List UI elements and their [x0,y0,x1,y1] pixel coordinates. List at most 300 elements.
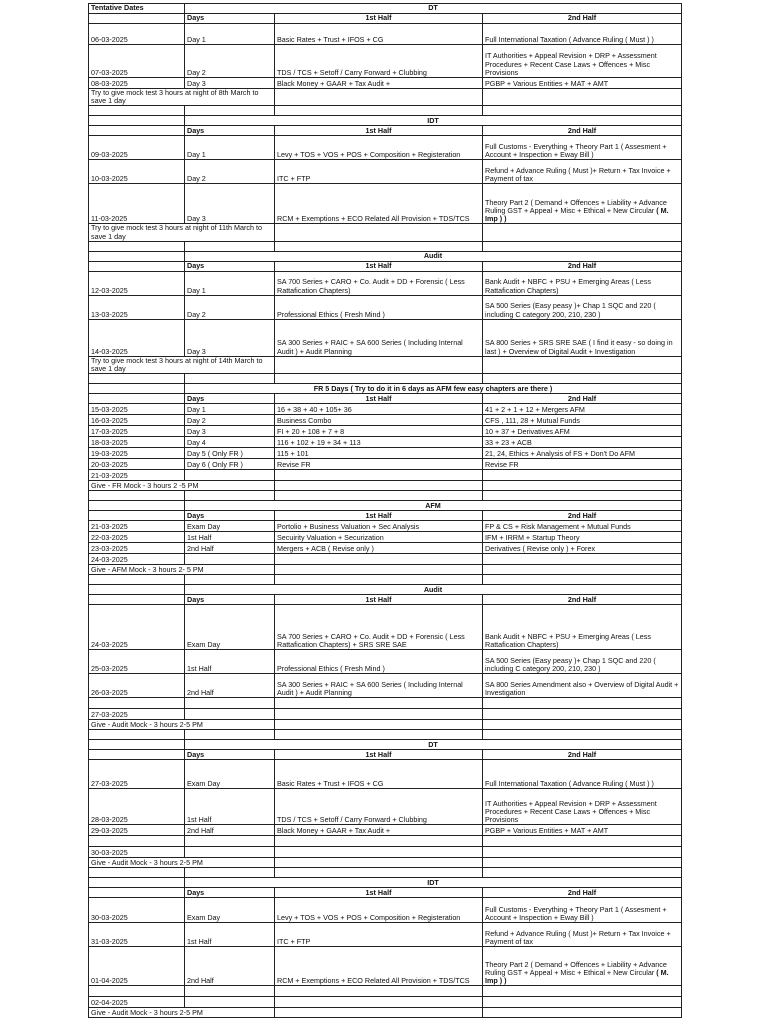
note-blank [275,720,483,730]
first-half-cell: SA 700 Series + CARO + Co. Audit + DD + Forensic ( Less Rattafication Chapters) [275,271,483,295]
date-cell: 06-03-2025 [89,24,185,45]
date-cell: 16-03-2025 [89,415,185,426]
tentative-dates-label: Tentative Dates [89,4,185,14]
table-row [89,404,682,415]
section-title-row [89,251,682,261]
blank-cell [89,374,185,384]
second-half-cell: Refund + Advance Ruling ( Must )+ Return + Tax Invoice + Payment of tax [483,160,682,184]
day-cell: 1st Half [185,650,275,674]
second-half-cell: 21, 24, Ethics + Analysis of FS + Don't Do AFM [483,448,682,459]
day-cell: Exam Day [185,760,275,789]
first-half-cell: RCM + Exemptions + ECO Related All Provision + TDS/TCS [275,184,483,224]
spacer-row [89,491,682,501]
day-cell: Day 2 [185,160,275,184]
tentative-dates-label [89,251,185,261]
blank-cell [89,575,185,585]
date-cell: 28-03-2025 [89,789,185,825]
date-cell: 09-03-2025 [89,136,185,160]
table-row [89,698,682,709]
date-cell: 27-03-2025 [89,709,185,720]
table-row [89,45,682,78]
second-half-cell: 41 + 2 + 1 + 12 + Mergers AFM [483,404,682,415]
date-cell: 24-03-2025 [89,554,185,565]
second-half-cell: Full Customs - Everything + Theory Part 1 ( Assesment + Account + Inspection + Eway Bill ) [483,136,682,160]
second-half-cell: Refund + Advance Ruling ( Must )+ Return + Tax Invoice + Payment of tax [483,923,682,947]
first-half-cell: Mergers + ACB ( Revise only ) [275,543,483,554]
column-header-row [89,261,682,271]
blank-cell [275,241,483,251]
mock-test-note-row [89,356,682,373]
second-half-cell [483,709,682,720]
second-half-cell: SA 800 Series + SRS SRE SAE ( I find it easy - so doing in last ) + Overview of Digital Audit + Investigation [483,319,682,356]
table-row [89,160,682,184]
date-header-blank [89,511,185,521]
date-header-blank [89,394,185,404]
date-header-blank [89,261,185,271]
blank-cell [483,491,682,501]
second-half-cell: Full International Taxation ( Advance Ruling ( Must ) ) [483,24,682,45]
second-half-cell: 33 + 23 + ACB [483,437,682,448]
table-row [89,448,682,459]
date-header-blank [89,14,185,24]
blank-cell [483,374,682,384]
schedule-table [88,3,682,1018]
day-cell: Day 1 [185,24,275,45]
table-row [89,825,682,836]
date-cell: 24-03-2025 [89,605,185,650]
first-half-cell: TDS / TCS + Setoff / Carry Forward + Clubbing [275,789,483,825]
day-cell: Day 1 [185,271,275,295]
first-half-cell [275,847,483,858]
day-cell: 2nd Half [185,543,275,554]
mock-test-note: Try to give mock test 3 hours at night of 14th March to save 1 day [89,356,275,373]
blank-cell [89,491,185,501]
table-row [89,923,682,947]
column-header-row [89,888,682,898]
blank-cell [483,575,682,585]
second-half-header: 2nd Half [483,888,682,898]
second-half-cell: FP & CS + Risk Management + Mutual Funds [483,521,682,532]
column-header-row [89,394,682,404]
date-cell [89,986,185,997]
days-header: Days [185,595,275,605]
date-cell: 12-03-2025 [89,271,185,295]
blank-cell [89,106,185,116]
blank-cell [275,575,483,585]
date-cell: 21-03-2025 [89,470,185,481]
blank-cell [483,868,682,878]
date-cell: 25-03-2025 [89,650,185,674]
table-row [89,789,682,825]
day-cell: 1st Half [185,923,275,947]
table-row [89,543,682,554]
mock-test-note: Give - Audit Mock - 3 hours 2-5 PM [89,720,275,730]
table-row [89,271,682,295]
table-row [89,426,682,437]
date-cell: 31-03-2025 [89,923,185,947]
tentative-dates-label [89,878,185,888]
note-blank [275,356,483,373]
date-cell: 23-03-2025 [89,543,185,554]
date-cell: 22-03-2025 [89,532,185,543]
day-cell: Day 3 [185,184,275,224]
table-row [89,459,682,470]
first-half-header: 1st Half [275,750,483,760]
date-cell: 08-03-2025 [89,78,185,89]
date-cell: 15-03-2025 [89,404,185,415]
blank-cell [483,730,682,740]
date-cell: 01-04-2025 [89,947,185,986]
mock-test-note: Try to give mock test 3 hours at night of 8th March to save 1 day [89,89,275,106]
date-cell: 18-03-2025 [89,437,185,448]
second-half-cell: SA 800 Series Amendment also + Overview of Digital Audit + Investigation [483,674,682,698]
day-cell: Exam Day [185,898,275,923]
first-half-cell [275,470,483,481]
blank-cell [89,730,185,740]
schedule-body [89,4,682,1018]
second-half-cell: Bank Audit + NBFC + PSU + Emerging Areas ( Less Rattafication Chapters) [483,271,682,295]
table-row [89,295,682,319]
table-row [89,24,682,45]
second-half-header: 2nd Half [483,126,682,136]
second-half-header: 2nd Half [483,595,682,605]
date-cell: 26-03-2025 [89,674,185,698]
table-row [89,847,682,858]
blank-cell [275,491,483,501]
table-row [89,674,682,698]
table-row [89,319,682,356]
table-row [89,415,682,426]
day-cell [185,847,275,858]
mock-test-note: Give - Audit Mock - 3 hours 2-5 PM [89,1008,275,1018]
first-half-cell: Levy + TOS + VOS + POS + Composition + Registeration [275,136,483,160]
second-half-cell: IT Authorities + Appeal Revision + DRP + Assessment Procedures + Recent Case Laws + Offences + Misc Provisions [483,45,682,78]
table-row [89,532,682,543]
section-title: Audit [185,585,682,595]
day-cell [185,836,275,847]
first-half-cell: Basic Rates + Trust + IFOS + CG [275,760,483,789]
spacer-row [89,868,682,878]
day-cell: Day 2 [185,45,275,78]
tentative-dates-label [89,384,185,394]
first-half-cell [275,986,483,997]
second-half-cell [483,470,682,481]
day-cell: 1st Half [185,789,275,825]
first-half-header: 1st Half [275,394,483,404]
tentative-dates-label [89,116,185,126]
blank-cell [185,491,275,501]
table-row [89,986,682,997]
blank-cell [89,868,185,878]
spacer-row [89,575,682,585]
second-half-header: 2nd Half [483,394,682,404]
date-cell: 14-03-2025 [89,319,185,356]
date-cell: 10-03-2025 [89,160,185,184]
second-half-cell: IFM + IRRM + Startup Theory [483,532,682,543]
table-row [89,760,682,789]
first-half-cell: ITC + FTP [275,160,483,184]
second-half-cell: Derivatives ( Revise only ) + Forex [483,543,682,554]
date-cell: 27-03-2025 [89,760,185,789]
first-half-cell: Revise FR [275,459,483,470]
column-header-row [89,511,682,521]
blank-cell [185,241,275,251]
blank-cell [185,868,275,878]
first-half-cell [275,554,483,565]
table-row [89,947,682,986]
mock-test-note-row [89,1008,682,1018]
day-cell: Day 5 ( Only FR ) [185,448,275,459]
day-cell: Exam Day [185,521,275,532]
date-header-blank [89,595,185,605]
day-cell: Day 2 [185,415,275,426]
first-half-cell: SA 300 Series + RAIC + SA 600 Series ( Including Internal Audit ) + Audit Planning [275,319,483,356]
first-half-cell: Professional Ethics ( Fresh Mind ) [275,650,483,674]
first-half-cell [275,997,483,1008]
section-title-row [89,740,682,750]
table-row [89,605,682,650]
spacer-row [89,374,682,384]
day-cell: Day 6 ( Only FR ) [185,459,275,470]
days-header: Days [185,14,275,24]
day-cell [185,997,275,1008]
section-title: DT [185,740,682,750]
note-blank [275,89,483,106]
blank-cell [89,241,185,251]
table-row [89,898,682,923]
day-cell [185,709,275,720]
second-half-cell: IT Authorities + Appeal Revision + DRP + Assessment Procedures + Recent Case Laws + Offences + Misc Provisions [483,789,682,825]
tentative-dates-label [89,501,185,511]
spacer-row [89,241,682,251]
date-cell: 29-03-2025 [89,825,185,836]
day-cell [185,698,275,709]
second-half-cell [483,836,682,847]
column-header-row [89,14,682,24]
second-half-cell [483,997,682,1008]
note-blank [483,720,682,730]
important-tag: ( M. Imp ) ) [485,967,669,986]
table-row [89,437,682,448]
mock-test-note: Give - Audit Mock - 3 hours 2-5 PM [89,858,275,868]
second-half-cell [483,986,682,997]
note-blank [275,224,483,241]
note-blank [483,1008,682,1018]
blank-cell [185,730,275,740]
note-blank [483,481,682,491]
mock-test-note-row [89,481,682,491]
first-half-header: 1st Half [275,511,483,521]
first-half-cell: RCM + Exemptions + ECO Related All Provision + TDS/TCS [275,947,483,986]
section-title-row [89,585,682,595]
date-cell: 19-03-2025 [89,448,185,459]
section-title: Audit [185,251,682,261]
first-half-cell: ITC + FTP [275,923,483,947]
day-cell: 2nd Half [185,947,275,986]
note-blank [483,565,682,575]
second-half-cell [483,554,682,565]
second-half-header: 2nd Half [483,511,682,521]
study-plan-sheet [88,3,681,1018]
day-cell: 2nd Half [185,674,275,698]
second-half-header: 2nd Half [483,750,682,760]
date-cell: 07-03-2025 [89,45,185,78]
mock-test-note: Try to give mock test 3 hours at night of 11th March to save 1 day [89,224,275,241]
second-half-cell: CFS , 111, 28 + Mutual Funds [483,415,682,426]
day-cell: 2nd Half [185,825,275,836]
date-header-blank [89,750,185,760]
table-row [89,554,682,565]
day-cell [185,554,275,565]
note-blank [275,565,483,575]
table-row [89,470,682,481]
note-blank [483,224,682,241]
first-half-cell [275,698,483,709]
column-header-row [89,126,682,136]
first-half-cell: TDS / TCS + Setoff / Carry Forward + Clubbing [275,45,483,78]
note-blank [483,858,682,868]
second-half-cell: Theory Part 2 ( Demand + Offences + Liability + Advance Ruling GST + Appeal + Misc + Ethical + New Circular ( M. Imp ) ) [483,947,682,986]
mock-test-note-row [89,858,682,868]
table-row [89,521,682,532]
important-tag: ( M. Imp ) ) [485,206,669,224]
note-blank [483,356,682,373]
second-half-cell: Theory Part 2 ( Demand + Offences + Liability + Advance Ruling GST + Appeal + Misc + Ethical + New Circular ( M. Imp ) ) [483,184,682,224]
spacer-row [89,106,682,116]
section-title-row [89,116,682,126]
blank-cell [483,106,682,116]
table-row [89,997,682,1008]
day-cell: Day 4 [185,437,275,448]
section-title-row [89,878,682,888]
first-half-cell: 115 + 101 [275,448,483,459]
date-cell: 13-03-2025 [89,295,185,319]
section-title: IDT [185,116,682,126]
first-half-cell: SA 300 Series + RAIC + SA 600 Series ( Including Internal Audit ) + Audit Planning [275,674,483,698]
section-title: AFM [185,501,682,511]
note-blank [483,89,682,106]
mock-test-note-row [89,224,682,241]
date-cell: 30-03-2025 [89,898,185,923]
date-header-blank [89,126,185,136]
date-cell: 20-03-2025 [89,459,185,470]
blank-cell [275,730,483,740]
table-row [89,78,682,89]
days-header: Days [185,750,275,760]
blank-cell [275,868,483,878]
days-header: Days [185,394,275,404]
spacer-row [89,730,682,740]
second-half-cell: Full International Taxation ( Advance Ruling ( Must ) ) [483,760,682,789]
date-cell: 21-03-2025 [89,521,185,532]
day-cell: Exam Day [185,605,275,650]
first-half-cell: Portolio + Business Valuation + Sec Analysis [275,521,483,532]
date-cell: 02-04-2025 [89,997,185,1008]
day-cell: Day 1 [185,404,275,415]
blank-cell [185,106,275,116]
table-row [89,836,682,847]
first-half-cell: Black Money + GAAR + Tax Audit + [275,78,483,89]
first-half-cell: Black Money + GAAR + Tax Audit + [275,825,483,836]
date-cell [89,698,185,709]
tentative-dates-label [89,740,185,750]
section-title-row [89,384,682,394]
table-row [89,184,682,224]
first-half-cell: 116 + 102 + 19 + 34 + 113 [275,437,483,448]
date-cell [89,836,185,847]
second-half-cell: PGBP + Various Entities + MAT + AMT [483,825,682,836]
section-title-row [89,501,682,511]
first-half-header: 1st Half [275,126,483,136]
table-row [89,136,682,160]
mock-test-note: Give - FR Mock - 3 hours 2 -5 PM [89,481,275,491]
blank-cell [275,374,483,384]
first-half-header: 1st Half [275,888,483,898]
first-half-header: 1st Half [275,595,483,605]
tentative-dates-label [89,585,185,595]
note-blank [275,1008,483,1018]
day-cell: Day 2 [185,295,275,319]
second-half-cell: Full Customs - Everything + Theory Part 1 ( Assesment + Account + Inspection + Eway Bill ) [483,898,682,923]
second-half-cell [483,847,682,858]
first-half-cell: Basic Rates + Trust + IFOS + CG [275,24,483,45]
note-blank [275,481,483,491]
second-half-cell: Bank Audit + NBFC + PSU + Emerging Areas ( Less Rattafication Chapters) [483,605,682,650]
date-cell: 30-03-2025 [89,847,185,858]
section-title: IDT [185,878,682,888]
days-header: Days [185,888,275,898]
first-half-cell: Business Combo [275,415,483,426]
day-cell [185,470,275,481]
first-half-cell: SA 700 Series + CARO + Co. Audit + DD + Forensic ( Less Rattafication Chapters) + SRS SRE SAE [275,605,483,650]
day-cell: Day 3 [185,426,275,437]
blank-cell [185,575,275,585]
date-cell: 17-03-2025 [89,426,185,437]
day-cell: Day 3 [185,319,275,356]
days-header: Days [185,511,275,521]
table-row [89,650,682,674]
second-half-cell: SA 500 Series (Easy peasy )+ Chap 1 SQC and 220 ( including C category 200, 210, 230 ) [483,650,682,674]
day-cell: Day 3 [185,78,275,89]
section-title-row [89,4,682,14]
day-cell: 1st Half [185,532,275,543]
blank-cell [275,106,483,116]
second-half-cell: SA 500 Series (Easy peasy )+ Chap 1 SQC and 220 ( including C category 200, 210, 230 ) [483,295,682,319]
second-half-cell: 10 + 37 + Derivatives AFM [483,426,682,437]
day-cell [185,986,275,997]
first-half-cell: 16 + 38 + 40 + 105+ 36 [275,404,483,415]
first-half-header: 1st Half [275,14,483,24]
note-blank [275,858,483,868]
second-half-cell: PGBP + Various Entities + MAT + AMT [483,78,682,89]
days-header: Days [185,261,275,271]
section-title: FR 5 Days ( Try to do it in 6 days as AFM few easy chapters are there ) [185,384,682,394]
mock-test-note-row [89,89,682,106]
date-cell: 11-03-2025 [89,184,185,224]
days-header: Days [185,126,275,136]
first-half-cell: Secuirity Valuation + Securization [275,532,483,543]
first-half-cell [275,709,483,720]
second-half-header: 2nd Half [483,14,682,24]
mock-test-note-row [89,565,682,575]
column-header-row [89,750,682,760]
blank-cell [483,241,682,251]
first-half-cell: Professional Ethics ( Fresh Mind ) [275,295,483,319]
day-cell: Day 1 [185,136,275,160]
first-half-cell [275,836,483,847]
column-header-row [89,595,682,605]
mock-test-note-row [89,720,682,730]
